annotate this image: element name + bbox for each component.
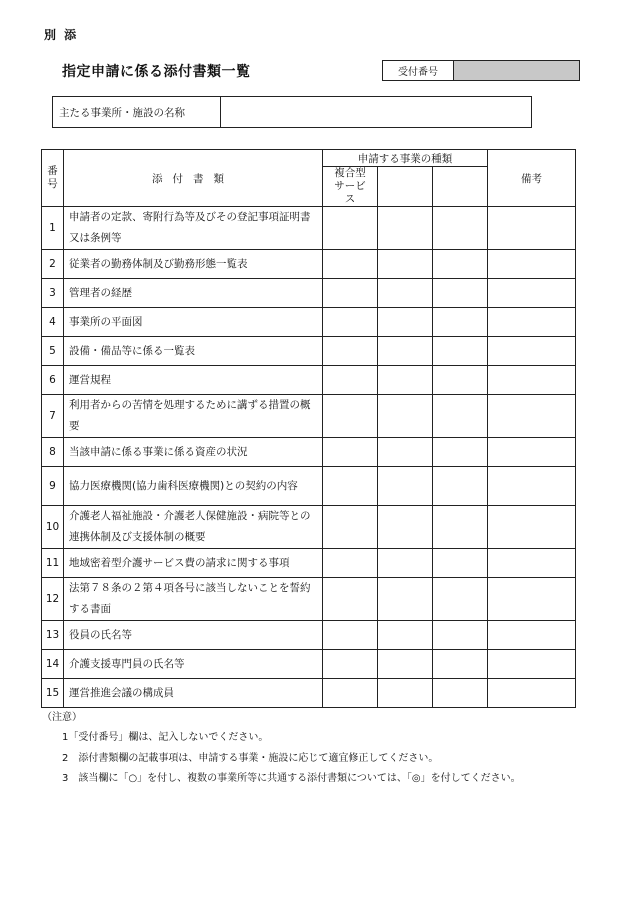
table-row [42,506,576,549]
row-document: 従業者の勤務体制及び勤務形態一覧表 [64,250,323,279]
check-cell[interactable] [433,438,488,467]
remarks-cell[interactable] [488,250,576,279]
row-number: 15 [42,679,64,708]
row-number: 2 [42,250,64,279]
check-cell[interactable] [433,250,488,279]
note-item-1: 1「受付番号」欄は、記入しないでください。 [62,732,269,743]
row-document: 協力医療機関(協力歯科医療機関)との契約の内容 [64,467,323,506]
check-cell[interactable] [378,621,433,650]
check-cell[interactable] [323,679,378,708]
row-number: 1 [42,207,64,250]
remarks-cell[interactable] [488,578,576,621]
row-document: 申請者の定款、寄附行為等及びその登記事項証明書又は条例等 [64,207,323,250]
check-cell[interactable] [433,621,488,650]
check-cell[interactable] [433,650,488,679]
check-cell[interactable] [323,279,378,308]
check-cell[interactable] [433,279,488,308]
notes-heading: （注意） [42,712,82,723]
check-cell[interactable] [378,438,433,467]
remarks-cell[interactable] [488,308,576,337]
page-title: 指定申請に係る添付書類一覧 [62,64,251,80]
check-cell[interactable] [323,366,378,395]
row-document: 役員の氏名等 [64,621,323,650]
table-row [42,578,576,621]
row-number: 13 [42,621,64,650]
check-cell[interactable] [378,207,433,250]
row-number: 6 [42,366,64,395]
table-row [42,679,576,708]
remarks-cell[interactable] [488,438,576,467]
check-cell[interactable] [378,679,433,708]
remarks-cell[interactable] [488,279,576,308]
row-number: 12 [42,578,64,621]
row-document: 介護老人福祉施設・介護老人保健施設・病院等との連携体制及び支援体制の概要 [64,506,323,549]
table-row [42,308,576,337]
check-cell[interactable] [433,467,488,506]
header-type-fukugo: 複合型サービス [323,167,378,207]
table-row [42,438,576,467]
remarks-cell[interactable] [488,679,576,708]
check-cell[interactable] [378,467,433,506]
check-cell[interactable] [323,395,378,438]
table-row [42,279,576,308]
check-cell[interactable] [323,308,378,337]
remarks-cell[interactable] [488,395,576,438]
row-number: 10 [42,506,64,549]
check-cell[interactable] [433,366,488,395]
check-cell[interactable] [323,549,378,578]
row-document: 法第７８条の２第４項各号に該当しないことを誓約する書面 [64,578,323,621]
check-cell[interactable] [433,506,488,549]
check-cell[interactable] [433,308,488,337]
header-type-blank-2 [378,167,433,207]
row-number: 4 [42,308,64,337]
office-name-box [52,96,532,128]
table-row [42,250,576,279]
remarks-cell[interactable] [488,467,576,506]
check-cell[interactable] [323,506,378,549]
remarks-cell[interactable] [488,366,576,395]
row-document: 介護支援専門員の氏名等 [64,650,323,679]
check-cell[interactable] [323,650,378,679]
receipt-number-box [382,60,580,81]
check-cell[interactable] [433,337,488,366]
check-cell[interactable] [433,395,488,438]
check-cell[interactable] [378,366,433,395]
office-name-field[interactable] [221,97,531,127]
table-row [42,467,576,506]
row-document: 当該申請に係る事業に係る資産の状況 [64,438,323,467]
row-document: 運営規程 [64,366,323,395]
check-cell[interactable] [378,506,433,549]
check-cell[interactable] [378,337,433,366]
remarks-cell[interactable] [488,650,576,679]
row-document: 管理者の経歴 [64,279,323,308]
check-cell[interactable] [433,679,488,708]
table-row [42,621,576,650]
check-cell[interactable] [323,207,378,250]
remarks-cell[interactable] [488,337,576,366]
table-row [42,207,576,250]
check-cell[interactable] [433,207,488,250]
note-item-3: 3 該当欄に「○」を付し、複数の事業所等に共通する添付書類については、「◎」を付してください。 [62,773,521,784]
office-name-label: 主たる事業所・施設の名称 [53,97,221,127]
check-cell[interactable] [378,549,433,578]
check-cell[interactable] [323,438,378,467]
row-number: 5 [42,337,64,366]
attachment-table [41,149,576,708]
check-cell[interactable] [433,549,488,578]
receipt-number-label: 受付番号 [383,61,454,80]
check-cell[interactable] [323,250,378,279]
remarks-cell[interactable] [488,549,576,578]
header-remarks: 備考 [488,150,576,207]
check-cell[interactable] [378,650,433,679]
row-number: 3 [42,279,64,308]
table-row [42,549,576,578]
note-item-2: 2 添付書類欄の記載事項は、申請する事業・施設に応じて適宜修正してください。 [62,753,439,764]
check-cell[interactable] [323,337,378,366]
row-number: 9 [42,467,64,506]
header-business-type: 申請する事業の種類 [323,150,488,167]
header-documents: 添付書類 [64,150,323,207]
row-number: 14 [42,650,64,679]
header-type-blank-3 [433,167,488,207]
table-row [42,366,576,395]
row-document: 運営推進会議の構成員 [64,679,323,708]
remarks-cell[interactable] [488,506,576,549]
header-number: 番号 [42,150,64,207]
check-cell[interactable] [378,308,433,337]
check-cell[interactable] [378,250,433,279]
row-document: 設備・備品等に係る一覧表 [64,337,323,366]
row-document: 利用者からの苦情を処理するために講ずる措置の概要 [64,395,323,438]
row-number: 11 [42,549,64,578]
row-document: 事業所の平面図 [64,308,323,337]
check-cell[interactable] [323,621,378,650]
row-number: 7 [42,395,64,438]
table-row [42,395,576,438]
annex-label: 別 添 [44,28,79,42]
check-cell[interactable] [378,395,433,438]
table-row [42,337,576,366]
check-cell[interactable] [378,279,433,308]
check-cell[interactable] [323,578,378,621]
check-cell[interactable] [323,467,378,506]
check-cell[interactable] [433,578,488,621]
table-row [42,650,576,679]
row-number: 8 [42,438,64,467]
receipt-number-field[interactable] [454,61,579,80]
check-cell[interactable] [378,578,433,621]
remarks-cell[interactable] [488,207,576,250]
row-document: 地域密着型介護サービス費の請求に関する事項 [64,549,323,578]
remarks-cell[interactable] [488,621,576,650]
